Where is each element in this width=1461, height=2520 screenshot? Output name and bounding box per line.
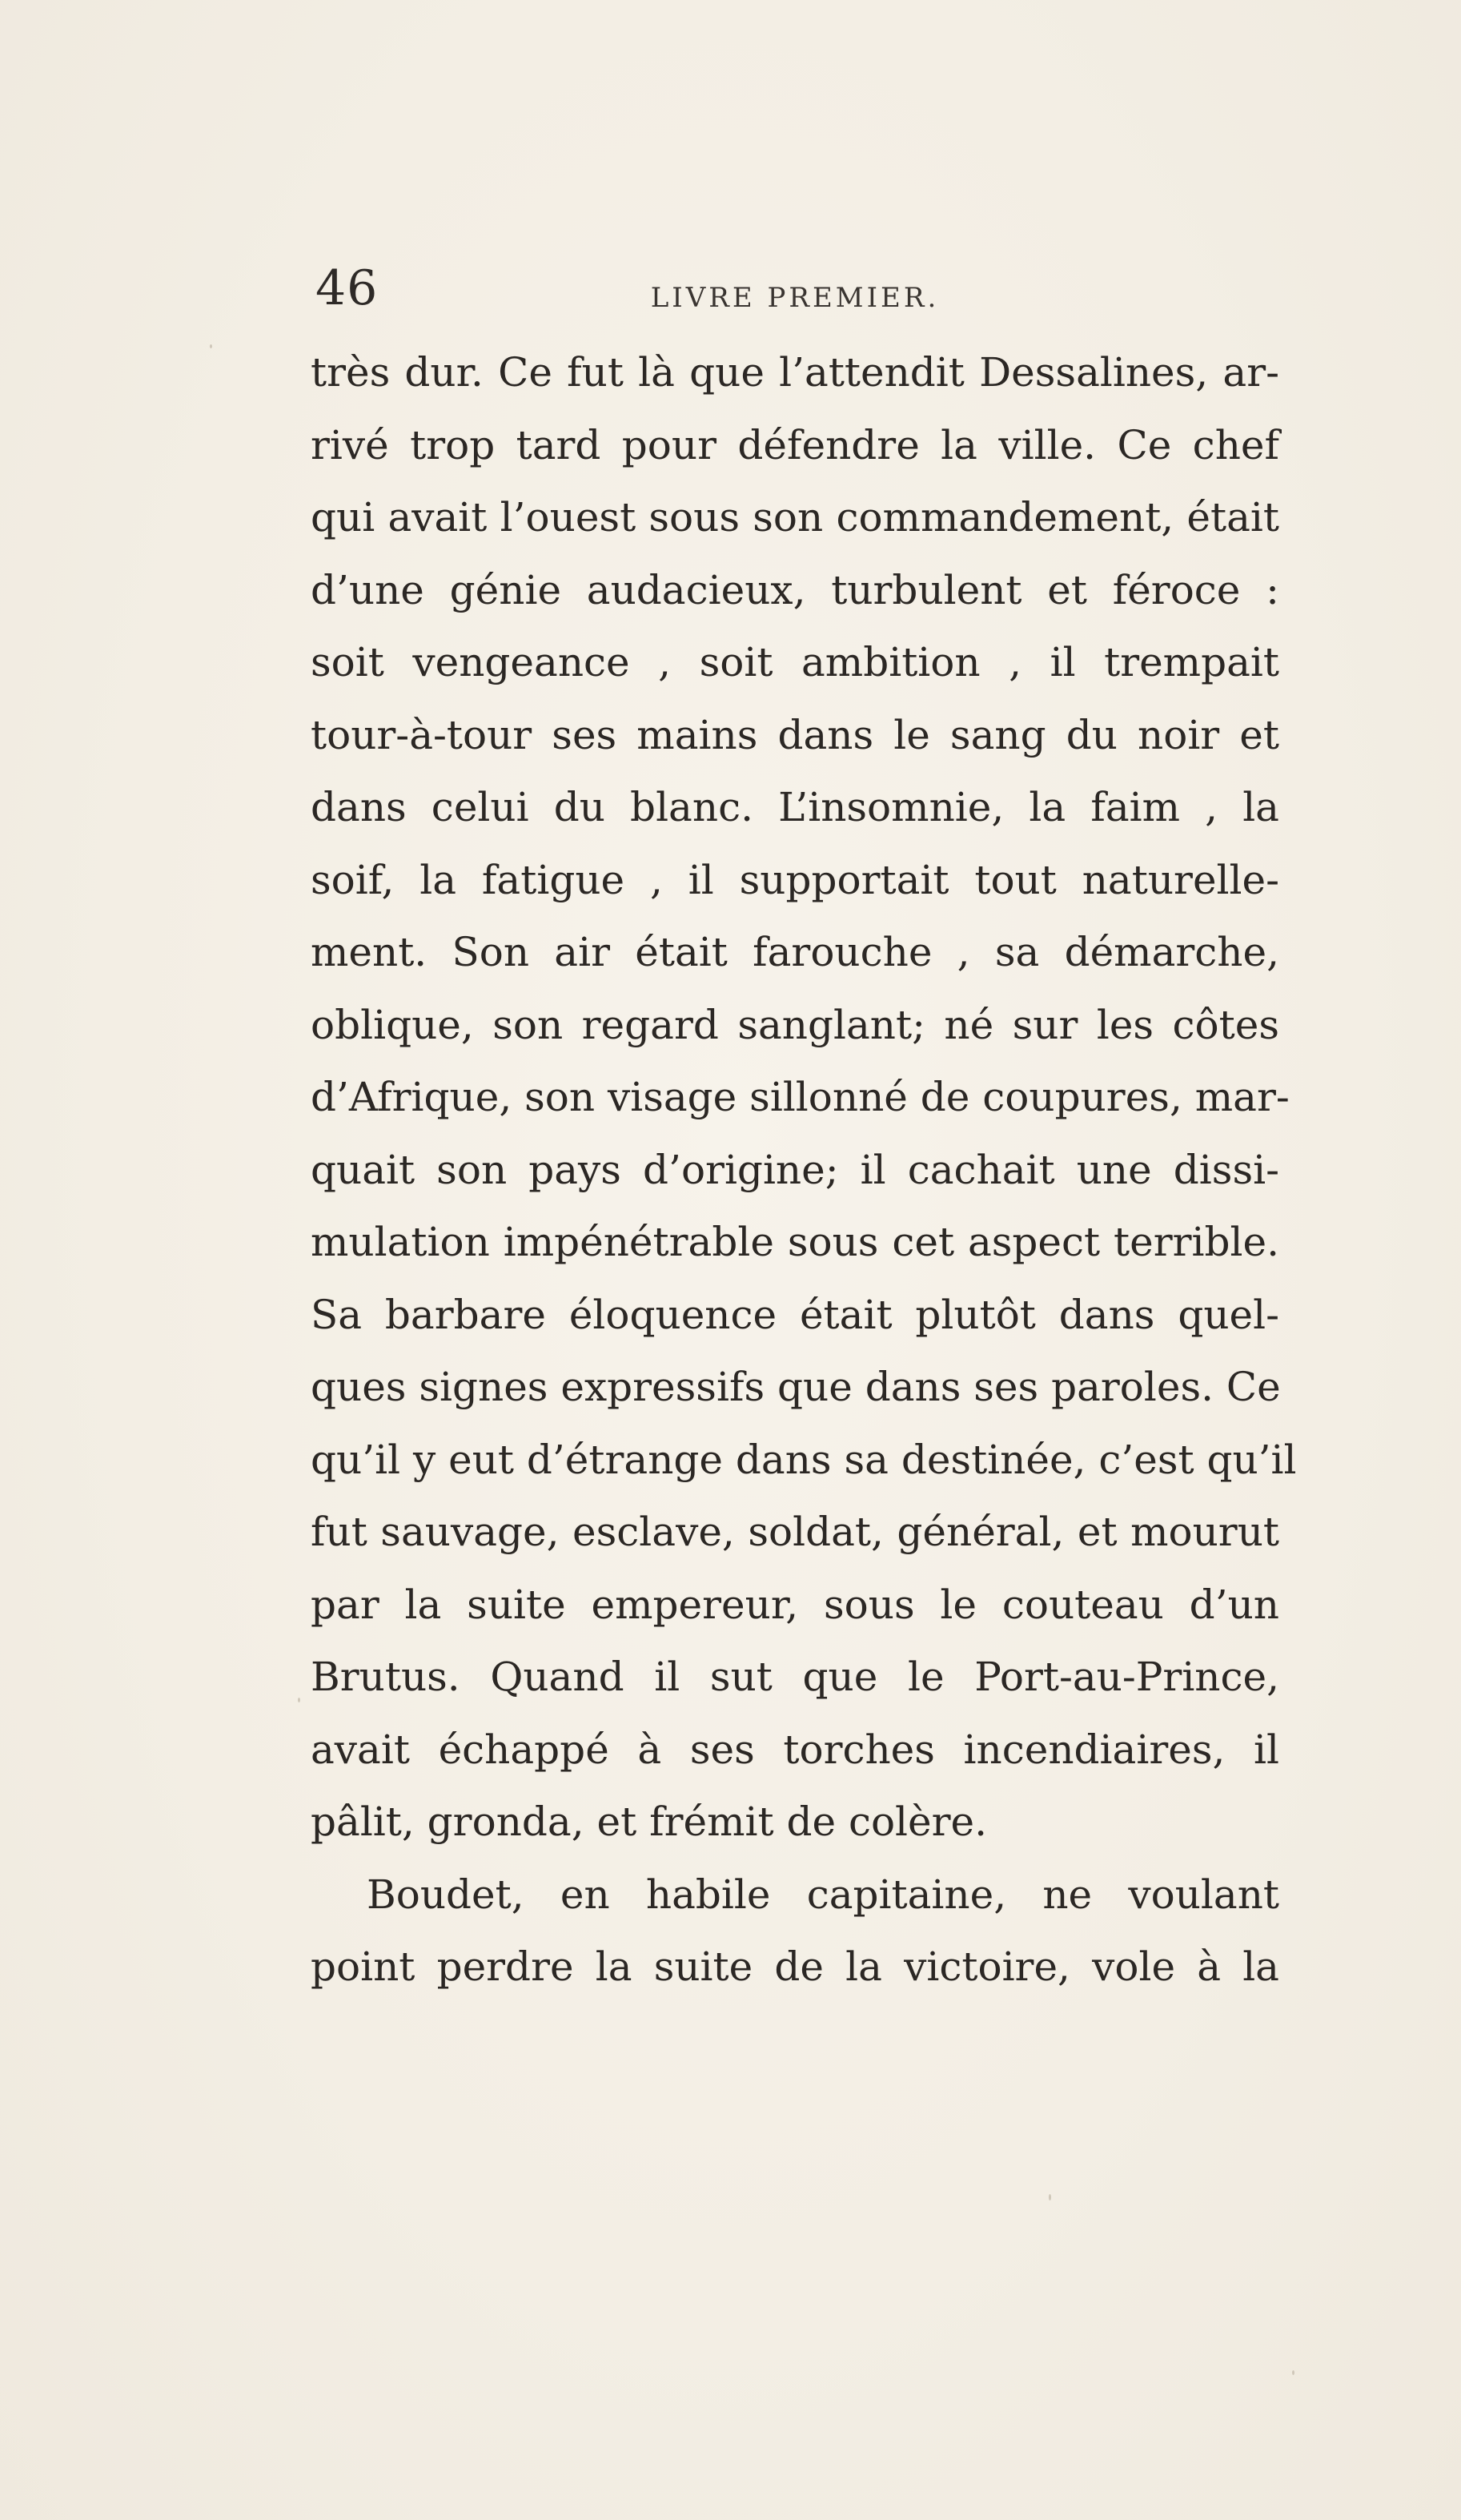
text-line: qu’il y eut d’étrange dans sa destinée, c’est qu’il [311,1436,1297,1483]
text-line: très dur. Ce fut là que l’attendit Dessalines, ar- [311,349,1279,396]
text-line: quait son pays d’origine; il cachait une dissi- [311,1146,1279,1193]
text-line: dans celui du blanc. L’insomnie, la faim , la [311,784,1279,830]
paper-speck [1292,2370,1294,2375]
text-line: oblique, son regard sanglant; né sur les côtes [311,1001,1279,1048]
text-line: rivé trop tard pour défendre la ville. Ce chef [311,421,1279,468]
text-line: ques signes expressifs que dans ses paroles. Ce [311,1364,1281,1410]
paragraph-start-line: Boudet, en habile capitaine, ne voulant [367,1871,1279,1918]
text-line: avait échappé à ses torches incendiaires, il [311,1726,1279,1773]
text-line: ment. Son air était farouche , sa démarche, [311,929,1279,975]
text-line: soif, la fatigue , il supportait tout naturelle- [311,856,1279,903]
text-line: d’Afrique, son visage sillonné de coupures, mar- [311,1074,1290,1120]
text-line: mulation impénétrable sous cet aspect terrible. [311,1219,1279,1265]
paper-speck [210,344,212,348]
body-text [311,336,1297,2004]
paper-speck [1049,2194,1051,2200]
running-head: LIVRE PREMIER. [650,282,940,314]
paper-speck [298,1698,300,1702]
text-line: Sa barbare éloquence était plutôt dans quel- [311,1291,1279,1338]
text-line: fut sauvage, esclave, soldat, général, et mourut [311,1509,1279,1555]
page-header [311,255,1279,343]
text-line: qui avait l’ouest sous son commandement, était [311,494,1279,541]
text-line: soit vengeance , soit ambition , il trempait [311,639,1279,685]
page-number: 46 [315,260,379,316]
text-line: d’une génie audacieux, turbulent et féroce : [311,566,1279,613]
text-line: tour-à-tour ses mains dans le sang du noir et [311,711,1279,758]
text-line: point perdre la suite de la victoire, vole à la [311,1943,1279,1990]
paragraph-end-line: pâlit, gronda, et frémit de colère. [311,1799,988,1845]
text-line: par la suite empereur, sous le couteau d’un [311,1581,1279,1628]
text-line: Brutus. Quand il sut que le Port-au-Prince, [311,1654,1279,1700]
